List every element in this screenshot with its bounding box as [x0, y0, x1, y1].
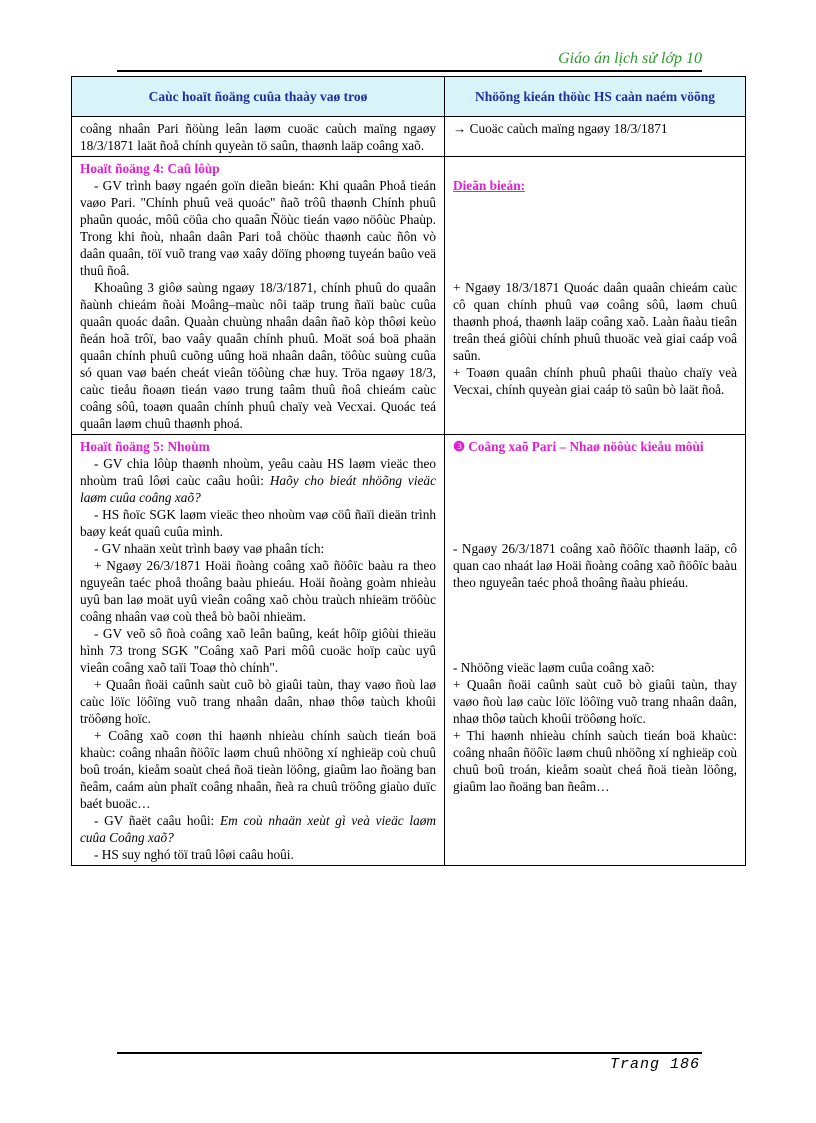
row1-right-cell — [445, 117, 746, 157]
spacer — [453, 455, 737, 540]
row3-paragraph: - HS suy nghó töï traû lôøi caâu hoûi. — [94, 847, 294, 862]
document-header-title: Giáo án lịch sử lớp 10 — [558, 50, 702, 67]
row2-right-cell — [445, 157, 746, 435]
table-header-row — [72, 77, 746, 117]
activity-4-title: Hoaït ñoäng 4: Caû lôùp — [80, 161, 220, 176]
row3-paragraph: + Ngaøy 26/3/1871 Hoäi ñoàng coâng xaõ ñöôïc baàu ra theo nguyeân taéc phoå thoâng baàu phieáu. Hoäi ñoàng goàm nhieàu uyû ban laø moät uyû vieân coâng xaõ chòu traùch nhieäm tröôùc coâng nhaân vaø coù theå bò baõi nhieäm. — [80, 558, 436, 624]
spacer — [453, 160, 737, 177]
question-text: Em coù nhaän xeùt gì veà vieäc laøm cuûa Coâng xaõ? — [80, 813, 436, 845]
row3-paragraph — [80, 812, 436, 846]
table-row — [72, 117, 746, 157]
question-intro: - GV chia lôùp thaønh nhoùm, yeâu caàu HS laøm vieäc theo nhoùm traû lôøi caùc caâu hoûi: — [80, 456, 436, 488]
row3-paragraph: + Coâng xaõ coøn thi haønh nhieàu chính saùch tieán boä khaùc: coâng nhaân ñöôïc laøm chuû nhöõng xí nghieäp coù chuû boû troán, kieåm soaùt cheá ñoä tieàn löông, giaûm lao ñoäng ban ñeâm, caám aùn phaït coâng nhaân, ñeà ra chuû tröông giaùo duïc baét buoäc… — [80, 728, 436, 811]
row3-right-cell — [445, 435, 746, 866]
spacer — [453, 194, 737, 279]
activity-5-title: Hoaït ñoäng 5: Nhoùm — [80, 439, 210, 454]
col-header-teacher-student: Caùc hoaït ñoäng cuûa thaày vaø troø — [72, 77, 445, 117]
section-heading-text: Coâng xaõ Pari – Nhaø nöôùc kieåu môùi — [468, 439, 704, 454]
row3-right-paragraph: + Thi haønh nhieàu chính saùch tieán boä khaùc: coâng nhaân ñöôïc laøm chuû nhöõng xí nghieäp coù chuû boû troán, kieåm soaùt cheá ñoä tieàn löông, giaûm lao ñoäng ban ñeâm… — [453, 728, 737, 794]
row2-paragraph: - GV trình baøy ngaén goïn dieãn bieán: Khi quaân Phoå tieán vaøo Pari. "Chính phuû veä quoác" ñaõ trôû thaønh Chính phuû phaûn quoác, môû cöûa cho quaân Ñöùc tieán vaøo nöôùc Phaùp. Trong khi ñoù, nhaân daân Pari toå chöùc thaønh caùc ñôn vò daân quaân, töï vuõ trang vaø xaây döïng phoøng tuyeán baûo veä thuû ñoâ. — [80, 178, 436, 278]
row3-right-paragraph: - Ngaøy 26/3/1871 coâng xaõ ñöôïc thaønh laäp, cô quan cao nhaát laø Hoäi ñoàng coâng xaõ ñöôïc baàu theo nguyeân taéc phoå thoâng ñaàu phieáu. — [453, 541, 737, 590]
row2-left-cell — [72, 157, 445, 435]
row3-right-paragraph: + Quaân ñoäi caûnh saùt cuõ bò giaûi taùn, thay vaøo ñoù laø caùc löïc löôïng vuõ trang nhaân daân, nhaø thôø taùch khoûi tröôøng hoïc. — [453, 677, 737, 726]
row1-left-cell — [72, 117, 445, 157]
spacer — [453, 591, 737, 659]
footer-rule — [117, 1052, 702, 1054]
lesson-table — [71, 76, 746, 866]
page-number: Trang 186 — [609, 1056, 700, 1073]
section-heading-progress: Dieãn bieán: — [453, 178, 526, 193]
col-header-knowledge: Nhöõng kieán thöùc HS caàn naém vöõng — [445, 77, 746, 117]
table-row — [72, 435, 746, 866]
row3-paragraph — [80, 455, 436, 506]
number-three-icon: ❸ — [453, 439, 465, 454]
question-intro: - GV ñaët caâu hoûi: — [94, 813, 220, 828]
table-row — [72, 157, 746, 435]
row2-paragraph: Khoaûng 3 giôø saùng ngaøy 18/3/1871, chính phuû do quaân ñaùnh chieám ñoài Moâng–maùc nôi taäp trung ñaïi baùc cuûa quaân quoác daân. Quaàn chuùng nhaân daân ñaõ kòp thôøi keùo ñeán hoã trôï, bao vaây quaân chính phuû. Moät soá boä phaän quaân chính phuû cuõng uûng hoä nhaân daân, töôùc suùng cuûa só quan vaø baén cheát vieân töôùng chæ huy. Tröa ngaøy 18/3, caùc tieåu ñoaøn tieán vaøo trung taâm thuû ñoâ chieám caùc coâng sôû, toaøn quaân chính phuû chaïy veà Vecxai. Quoác teá quaân laøm chuû thaønh phoá. — [80, 280, 436, 431]
row1-right-text: → Cuoäc caùch maïng ngaøy 18/3/1871 — [453, 121, 668, 136]
row3-paragraph: - GV veõ sô ñoà coâng xaõ leân baûng, keát hôïp giôùi thieäu hình 73 trong SGK "Coâng xaõ Pari môû cuoäc hoïp caùc uyû vieân coâng xaõ taïi Toaø thò chính". — [80, 626, 436, 675]
row3-left-cell — [72, 435, 445, 866]
row3-paragraph: - GV nhaän xeùt trình baøy vaø phaân tích: — [94, 541, 325, 556]
header-rule — [117, 70, 702, 72]
row3-paragraph: - HS ñoïc SGK laøm vieäc theo nhoùm vaø cöû ñaïi dieän trình baøy keát quaû cuûa mình. — [80, 507, 436, 539]
row3-paragraph: + Quaân ñoäi caûnh saùt cuõ bò giaûi taùn, thay vaøo ñoù laø caùc löïc löôïng vuõ trang nhaân daân, nhaø thôø taùch khoûi tröôøng hoïc. — [80, 677, 436, 726]
section-heading-commune — [453, 438, 737, 455]
row2-right-paragraph: + Ngaøy 18/3/1871 Quoác daân quaân chieám caùc cô quan chính phuû vaø coâng sôû, laøm chuû thaønh phoá, thaønh laäp coâng xaõ. Laàn ñaàu tieân treân theá giôùi chính phuû thuoäc veà giai caáp voâ saûn. — [453, 280, 737, 363]
row1-left-text: coâng nhaân Pari ñöùng leân laøm cuoäc caùch maïng ngaøy 18/3/1871 laät ñoå chính quyeàn tö saûn, thaønh laäp coâng xaõ. — [80, 121, 436, 153]
question-text: Haõy cho bieát nhöõng vieäc laøm cuûa coâng xaõ? — [80, 473, 436, 505]
row2-right-paragraph: + Toaøn quaân chính phuû phaûi thaùo chaïy veà Vecxai, chính quyeàn giai caáp tö saûn bò laät ñoå. — [453, 365, 737, 397]
row3-right-paragraph: - Nhöõng vieäc laøm cuûa coâng xaõ: — [453, 660, 655, 675]
